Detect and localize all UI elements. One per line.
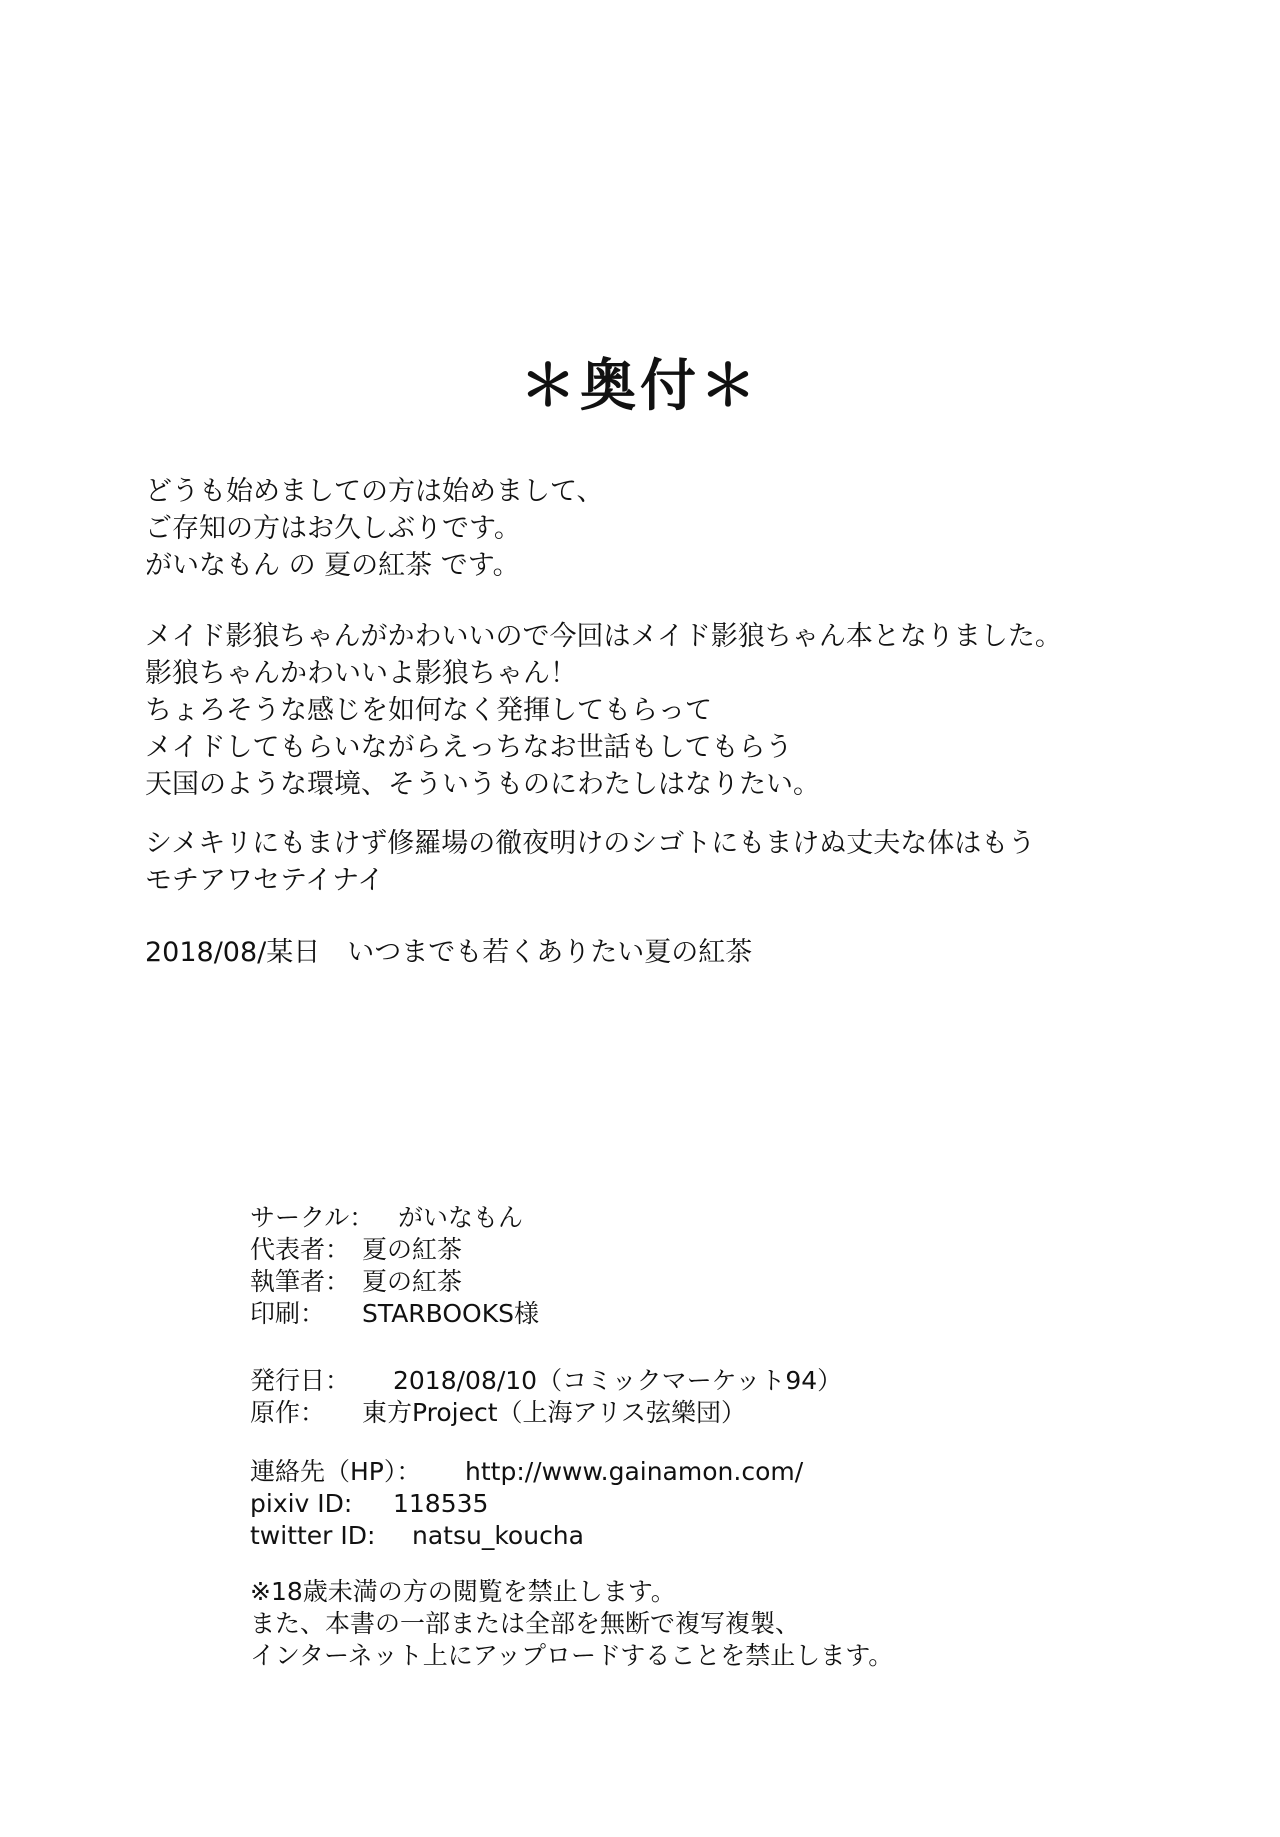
notice-line: ※18歳未満の方の閲覧を禁止します。 bbox=[250, 1577, 676, 1606]
impression-line: 天国のような環境、そういうものにわたしはなりたい。 bbox=[145, 769, 820, 800]
issue-date-value: 2018/08/10（コミックマーケット94） bbox=[393, 1366, 843, 1395]
circle-row bbox=[250, 1202, 539, 1234]
circle-value: がいなもん bbox=[398, 1203, 524, 1232]
homepage-label: 連絡先（HP）： bbox=[250, 1457, 422, 1486]
pixiv-label: pixiv ID: bbox=[250, 1489, 353, 1518]
deadline-paragraph bbox=[145, 825, 1035, 899]
deadline-line: シメキリにもまけず修羅場の徹夜明けのシゴトにもまけぬ丈夫な体はもう bbox=[145, 828, 1036, 859]
representative-value: 夏の紅茶 bbox=[362, 1235, 463, 1264]
intro-paragraph bbox=[145, 473, 603, 584]
dated-signature bbox=[145, 934, 752, 971]
impression-line: 影狼ちゃんかわいいよ影狼ちゃん！ bbox=[145, 658, 577, 689]
notice-line: また、本書の一部または全部を無断で複写複製、 bbox=[250, 1609, 801, 1638]
intro-line: ご存知の方はお久しぶりです。 bbox=[145, 513, 521, 544]
pixiv-id: 118535 bbox=[393, 1489, 489, 1518]
impression-line: メイドしてもらいながらえっちなお世話もしてもらう bbox=[145, 732, 793, 763]
dated-line: 2018/08/某日 いつまでも若くありたい夏の紅茶 bbox=[145, 937, 753, 968]
intro-line: どうも始めましての方は始めまして、 bbox=[145, 476, 604, 507]
deadline-line: モチアワセテイナイ bbox=[145, 865, 385, 896]
printer-label: 印刷： bbox=[250, 1299, 326, 1328]
representative-label: 代表者： bbox=[250, 1235, 351, 1264]
printer-row bbox=[250, 1298, 539, 1330]
page-title: ＊奥付＊ bbox=[520, 354, 760, 419]
intro-line: がいなもん の 夏の紅茶 です。 bbox=[145, 550, 520, 581]
impression-paragraph bbox=[145, 618, 1062, 803]
twitter-label: twitter ID: bbox=[250, 1521, 376, 1550]
author-row bbox=[250, 1266, 539, 1298]
printer-value: STARBOOKS様 bbox=[362, 1299, 540, 1328]
representative-row bbox=[250, 1234, 539, 1266]
homepage-url[interactable]: http://www.gainamon.com/ bbox=[465, 1457, 804, 1486]
publication-block bbox=[250, 1365, 842, 1429]
author-value: 夏の紅茶 bbox=[362, 1267, 463, 1296]
issue-date-label: 発行日： bbox=[250, 1366, 351, 1395]
twitter-row bbox=[250, 1520, 803, 1552]
circle-label: サークル： bbox=[250, 1203, 375, 1232]
issue-date-row bbox=[250, 1365, 842, 1397]
original-work-row bbox=[250, 1397, 842, 1429]
notice-block bbox=[250, 1576, 893, 1672]
original-work-value: 東方Project（上海アリス弦樂団） bbox=[362, 1398, 747, 1427]
contact-block bbox=[250, 1456, 803, 1552]
author-label: 執筆者： bbox=[250, 1267, 351, 1296]
homepage-row bbox=[250, 1456, 803, 1488]
original-work-label: 原作： bbox=[250, 1398, 326, 1427]
impression-line: ちょろそうな感じを如何なく発揮してもらって bbox=[145, 695, 712, 726]
pixiv-row bbox=[250, 1488, 803, 1520]
twitter-id: natsu_koucha bbox=[412, 1521, 584, 1550]
notice-line: インターネット上にアップロードすることを禁止します。 bbox=[250, 1641, 894, 1670]
credits-block bbox=[250, 1202, 539, 1330]
impression-line: メイド影狼ちゃんがかわいいので今回はメイド影狼ちゃん本となりました。 bbox=[145, 621, 1062, 652]
